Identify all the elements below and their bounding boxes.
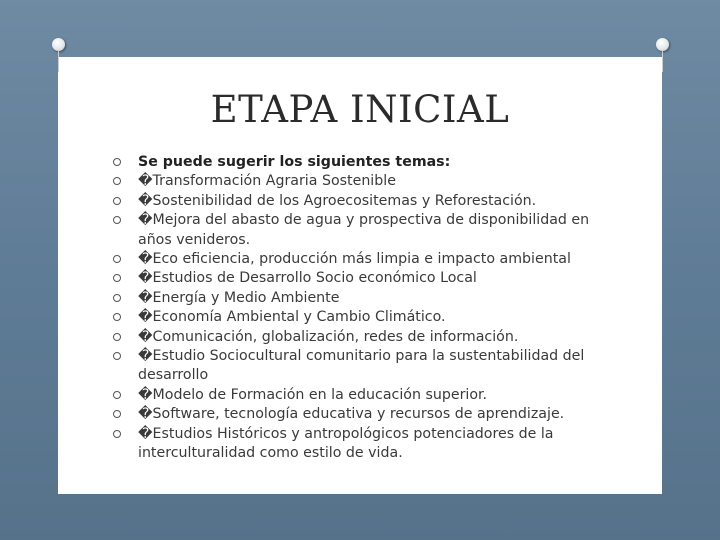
circle-bullet-icon (113, 333, 121, 341)
pushpin-right-icon (656, 38, 669, 51)
list-item-text: �Energía y Medio Ambiente (138, 289, 340, 306)
list-item (113, 347, 618, 386)
topic-list (113, 153, 618, 464)
circle-bullet-icon (113, 294, 121, 302)
list-item-text: �Sostenibilidad de los Agroecositemas y Reforestación. (138, 192, 537, 209)
list-item-text: �Eco eficiencia, producción más limpia e impacto ambiental (138, 251, 571, 268)
list-item (113, 211, 618, 250)
circle-bullet-icon (113, 274, 121, 282)
list-item (113, 308, 618, 327)
circle-bullet-icon (113, 410, 121, 418)
circle-bullet-icon (113, 197, 121, 205)
list-item-text: �Estudio Sociocultural comunitario para la sustentabilidad del desarrollo (138, 348, 585, 384)
list-item-text: �Transformación Agraria Sostenible (138, 173, 396, 190)
circle-bullet-icon (113, 216, 121, 224)
list-item (113, 289, 618, 308)
slide-title: ETAPA INICIAL (210, 88, 510, 131)
list-item (113, 425, 618, 464)
list-item-text: �Comunicación, globalización, redes de información. (138, 328, 519, 345)
list-item-text: �Estudios Históricos y antropológicos potenciadores de la interculturalidad como estilo de vida. (138, 425, 554, 462)
list-item (113, 405, 618, 424)
circle-bullet-icon (113, 352, 121, 360)
list-item (113, 386, 618, 405)
list-item (113, 269, 618, 288)
list-item-text: �Estudios de Desarrollo Socio económico Local (138, 270, 477, 287)
list-item (113, 328, 618, 347)
pushpin-left-icon (52, 38, 65, 51)
circle-bullet-icon (113, 177, 121, 185)
circle-bullet-icon (113, 158, 121, 166)
list-item (113, 153, 618, 172)
list-item-text: �Mejora del abasto de agua y prospectiva de disponibilidad en años venideros. (138, 212, 590, 248)
list-item (113, 172, 618, 191)
circle-bullet-icon (113, 313, 121, 321)
list-item-text: �Economía Ambiental y Cambio Climático. (138, 309, 446, 326)
circle-bullet-icon (113, 430, 121, 438)
circle-bullet-icon (113, 255, 121, 263)
list-item (113, 250, 618, 269)
list-item-text: �Modelo de Formación en la educación superior. (138, 386, 488, 403)
list-item (113, 192, 618, 211)
list-item-text: �Software, tecnología educativa y recursos de aprendizaje. (138, 406, 565, 423)
circle-bullet-icon (113, 391, 121, 399)
list-item-text: Se puede sugerir los siguientes temas: (138, 154, 451, 170)
